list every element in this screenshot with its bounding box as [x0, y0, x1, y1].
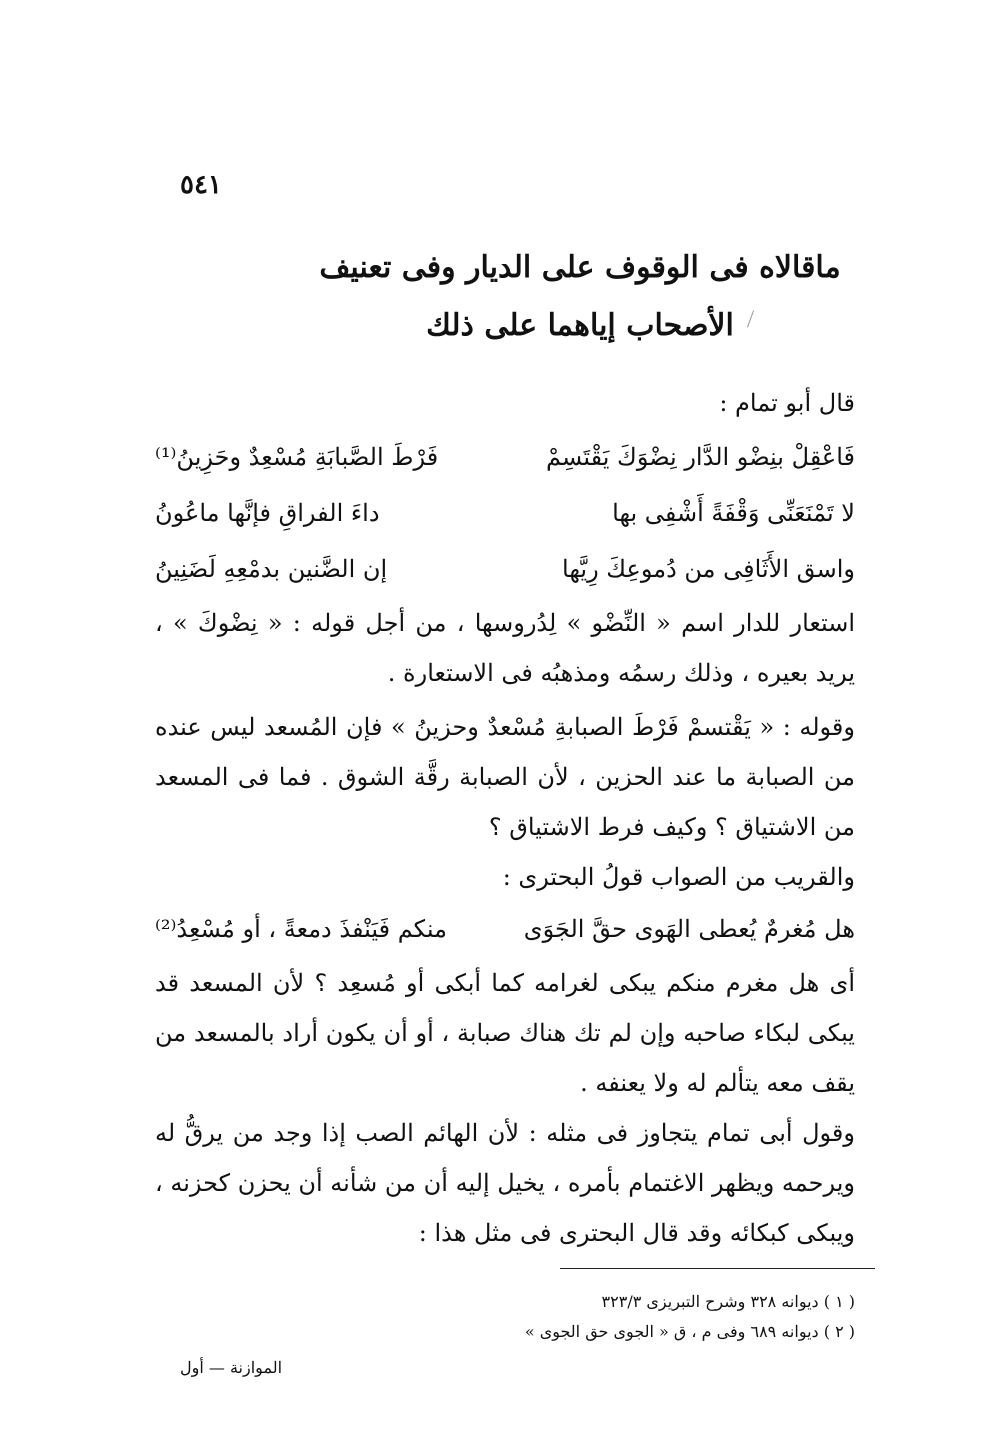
paragraph: أى هل مغرم منكم يبكى لغرامه كما أبكى أو مُسعِد ؟ لأن المسعد قد يبكى لبكاء صاحبه وإن لم تك هناك صبابة ، أو أن يكون أراد بالمسعد من يقف معه يتألم له ولا يعنفه .	[155, 969, 855, 1097]
verse-hemistich-2: منكم فَيَنْفذَ دمعةً ، أو مُسْعِدُ⁽²⁾	[155, 915, 448, 943]
paragraph: والقريب من الصواب قولُ البحترى :	[502, 863, 855, 891]
verse-line	[155, 544, 855, 594]
verse-hemistich-1: واسق الأَثَافِى من دُموعِكَ رِيَّها	[562, 555, 855, 583]
chapter-title-line-1: ماقالاه فى الوقوف على الديار وفى تعنيف	[319, 250, 841, 285]
verse-hemistich-2: فَرْطَ الصَّبابَةِ مُسْعِدٌ وحَزِينُ⁽¹⁾	[155, 443, 439, 471]
verse-line	[155, 432, 855, 482]
verse-hemistich-1: لا تَمْنَعَنِّى وَقْفَةً أَشْفِى بها	[612, 499, 855, 527]
paragraph: وقوله : « يَقْتسمْ فَرْطَ الصبابةِ مُسْعدٌ وحزينُ » فإن المُسعد ليس عنده من الصبابة ما عند الحزين ، لأن الصبابة رقَّة الشوق . فما فى المسعد من الاشتياق ؟ وكيف فرط الاشتياق ؟	[155, 713, 856, 841]
footnote-divider	[560, 1268, 875, 1269]
verse-hemistich-1: هل مُغرمٌ يُعطى الهَوى حقَّ الجَوَى	[523, 915, 855, 943]
paragraph: وقول أبى تمام يتجاوز فى مثله : لأن الهائم الصب إذا وجد من يرقُّ له ويرحمه ويظهر الاغتمام بأمره ، يخيل إليه أن من شأنه أن يحزن كحزنه ، ويبكى كبكائه وقد قال البحترى فى مثل هذا :	[155, 1119, 855, 1247]
signature-mark: الموازنة — أول	[180, 1358, 283, 1377]
verse-hemistich-2: داءَ الفراقِ فإنَّها ماعُونُ	[155, 499, 380, 527]
page-number: ٥٤١	[180, 170, 222, 200]
verse-line	[155, 904, 855, 954]
footnote: ( ٢ ) ديوانه ٦٨٩ وفى م ، ق « الجوى حق الجوى »	[524, 1322, 855, 1341]
verse-hemistich-1: فَاعْقِلْ بنِضْو الدَّار نِضْوَكَ يَقْتَسِمْ	[545, 443, 855, 471]
footnote: ( ١ ) ديوانه ٣٢٨ وشرح التبريزى ٣٢٣/٣	[601, 1292, 855, 1311]
chapter-title-line-2: الأصحاب إياهما على ذلك	[426, 308, 734, 343]
verse-hemistich-2: إن الضَّنين بدمْعِهِ لَضَنِينُ	[155, 555, 388, 583]
intro-line: قال أبو تمام :	[719, 389, 855, 417]
paragraph: استعار للدار اسم « النِّضْو » لِدُروسها ، من أجل قوله : « نِضْوكَ » ، يريد بعيره ، وذلك رسمُه ومذهبُه فى الاستعارة .	[155, 609, 855, 687]
verse-line	[155, 488, 855, 538]
